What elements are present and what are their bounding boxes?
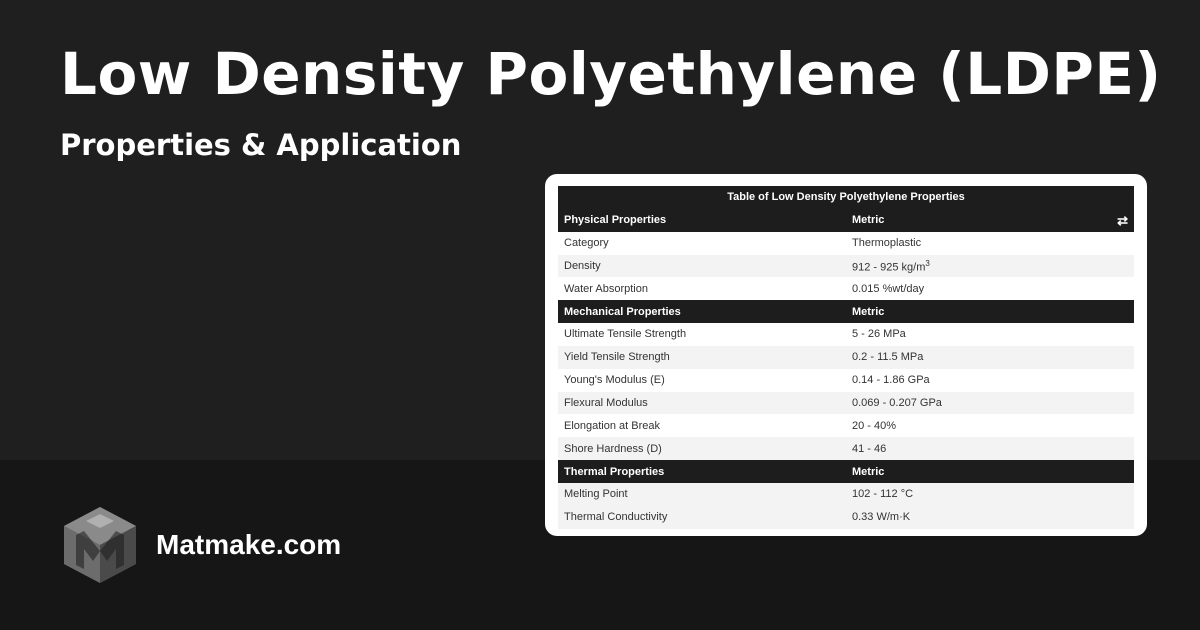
property-value — [846, 232, 1134, 255]
section-header: Physical Properties — [558, 209, 846, 232]
property-name: Ultimate Tensile Strength — [558, 323, 846, 346]
property-name: Flexural Modulus — [558, 392, 846, 415]
page-title: Low Density Polyethylene (LDPE) — [60, 40, 1162, 108]
property-value-text: 912 - 925 kg/m — [852, 261, 926, 274]
section-header: Thermal Properties — [558, 460, 846, 483]
property-value-text: 20 - 40% — [852, 419, 897, 432]
property-name: Water Absorption — [558, 277, 846, 300]
matmake-cube-logo-icon — [62, 505, 138, 585]
section-header-row — [558, 300, 1134, 323]
unit-superscript: 3 — [925, 258, 930, 268]
property-name: Category — [558, 232, 846, 255]
property-value — [846, 369, 1134, 392]
property-value — [846, 506, 1134, 529]
property-value-text: 0.14 - 1.86 GPa — [852, 374, 930, 387]
section-header-row — [558, 209, 1134, 232]
property-name: Shore Hardness (D) — [558, 437, 846, 460]
property-value — [846, 392, 1134, 415]
property-value-text: 0.015 %wt/day — [852, 282, 925, 295]
property-name: Young's Modulus (E) — [558, 369, 846, 392]
unit-header-label: Metric — [852, 213, 885, 226]
property-value — [846, 414, 1134, 437]
property-value — [846, 255, 1134, 278]
properties-card — [545, 174, 1147, 536]
property-value — [846, 277, 1134, 300]
section-header: Mechanical Properties — [558, 300, 846, 323]
property-name: Elongation at Break — [558, 414, 846, 437]
brand[interactable] — [62, 505, 341, 585]
page-subtitle: Properties & Application — [60, 128, 462, 162]
table-row — [558, 323, 1134, 346]
property-value-text: Thermoplastic — [852, 237, 922, 250]
property-name: Melting Point — [558, 483, 846, 506]
property-name: Density — [558, 255, 846, 278]
table-row — [558, 414, 1134, 437]
property-value-text: 102 - 112 °C — [852, 488, 914, 501]
properties-table — [558, 186, 1134, 529]
property-name: Yield Tensile Strength — [558, 346, 846, 369]
table-row — [558, 346, 1134, 369]
brand-name[interactable]: Matmake.com — [156, 529, 342, 560]
table-row — [558, 277, 1134, 300]
property-value-text: 41 - 46 — [852, 442, 887, 455]
unit-header — [846, 460, 1134, 483]
property-value-text: 5 - 26 MPa — [852, 328, 906, 341]
table-row — [558, 437, 1134, 460]
property-value — [846, 346, 1134, 369]
unit-header — [846, 300, 1134, 323]
property-value — [846, 437, 1134, 460]
property-value-text: 0.33 W/m·K — [852, 511, 911, 524]
unit-header-label: Metric — [852, 465, 885, 478]
table-row — [558, 255, 1134, 278]
section-header-row — [558, 460, 1134, 483]
table-row — [558, 232, 1134, 255]
property-value — [846, 323, 1134, 346]
unit-header — [846, 209, 1134, 232]
property-value — [846, 483, 1134, 506]
table-row — [558, 483, 1134, 506]
swap-units-icon[interactable]: ⇄ — [1117, 212, 1128, 228]
table-caption: Table of Low Density Polyethylene Properties — [558, 186, 1134, 209]
property-value-text: 0.069 - 0.207 GPa — [852, 397, 942, 410]
table-row — [558, 369, 1134, 392]
table-caption-row — [558, 186, 1134, 209]
property-value-text: 0.2 - 11.5 MPa — [852, 351, 924, 364]
table-row — [558, 506, 1134, 529]
property-name: Thermal Conductivity — [558, 506, 846, 529]
unit-header-label: Metric — [852, 305, 885, 318]
table-row — [558, 392, 1134, 415]
